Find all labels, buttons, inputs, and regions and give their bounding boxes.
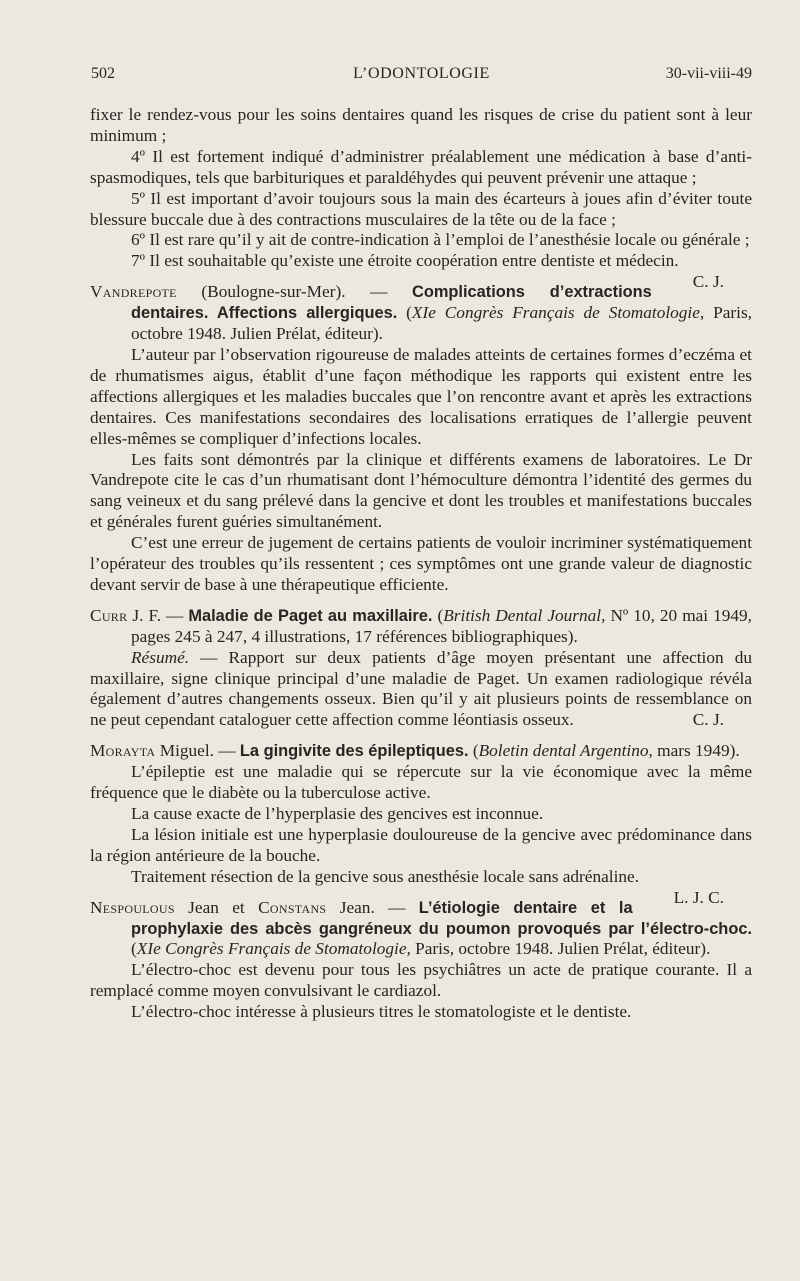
signature-initials: C. J.	[692, 272, 724, 292]
summary-label: Résumé.	[131, 647, 190, 667]
entry-source-details: Paris, octobre 1948. Julien Prélat, éditeur).	[410, 939, 711, 959]
entry-source-details: mars 1949).	[652, 741, 740, 761]
entry-source-details: Paris, octobre 1948. Julien Prélat, éditeur).	[131, 303, 752, 344]
entry-author: Morayta	[90, 741, 156, 761]
entry-source-title: XIe Congrès Français de Stomatologie,	[136, 939, 411, 959]
entry-affiliation: J. F. —	[127, 605, 189, 625]
bibliography-entry-curr	[90, 606, 752, 648]
entry-paragraph: L’électro-choc est devenu pour tous les psychiâtres un acte de pratique courante. Il a remplacé comme moyen convulsivant le cardiazol.	[90, 960, 752, 1001]
entry-author: Vandrepote	[90, 282, 177, 302]
entry-source-open: (	[468, 741, 479, 761]
signature-initials: C. J.	[692, 710, 724, 730]
entry-source-title: Boletin dental Argentino,	[478, 741, 653, 761]
numbered-point-4: 4º Il est fortement indiqué d’administrer préalablement une médication à base d’anti-spasmodiques, tels que barbituriques et paraldéhydes qui peuvent prévenir une attaque ;	[90, 146, 752, 187]
entry-affiliation: (Boulogne-sur-Mer). —	[176, 282, 412, 302]
entry-author: Nespoulous	[90, 897, 175, 917]
entry-source-details: Nº 10, 20 mai 1949, pages 245 à 247, 4 illustrations, 17 références bibliographiques).	[131, 605, 752, 646]
entry-author: Curr	[90, 605, 128, 625]
entry-paragraph-text: Traitement résection de la gencive sous anesthésie locale sans adrénaline.	[131, 866, 640, 886]
journal-title: L’ODONTOLOGIE	[353, 65, 490, 82]
entry-article-title: La gingivite des épileptiques.	[239, 742, 469, 761]
signature-initials: L. J. C.	[673, 887, 724, 907]
entry-source-open: (	[397, 303, 412, 323]
page-number: 502	[91, 65, 115, 82]
entry-article-title: L’étiologie dentaire et la prophylaxie des abcès gangréneux du poumon provoqués par l’électro-choc.	[131, 898, 752, 938]
entry-author-2: Constans	[258, 897, 327, 917]
entry-article-title: Complications d’extractions dentaires. Affections allergiques.	[131, 283, 652, 323]
entry-paragraph: La lésion initiale est une hyperplasie douloureuse de la gencive avec prédominance dans la région antérieure de la bouche.	[90, 824, 752, 865]
entry-affiliation-2: Jean. —	[326, 897, 419, 917]
entry-source-title: XIe Congrès Français de Stomatologie,	[411, 303, 705, 323]
entry-paragraph: L’auteur par l’observation rigoureuse de malades atteints de certaines formes d’eczéma et de rhumatismes aigus, établit d’une façon méthodique les rapports qui existent entre les affections allergiques et les maladies buccales que l’on rencontre avant et après les extractions dentaires. Ces manifestations secondaires des localisations erratiques de l’allergie peuvent elles-mêmes se compliquer d’infections locales.	[90, 344, 752, 448]
entry-paragraph: C’est une erreur de jugement de certains patients de vouloir incriminer systématiquement l’opérateur des troubles qu’ils ressentent ; ces symptômes ont une grande valeur de diagnostic devant servir de base à une thérapeutique efficiente.	[90, 533, 752, 594]
numbered-point-7-text: 7º Il est souhaitable qu’existe une étroite coopération entre dentiste et médecin.	[131, 251, 679, 271]
issue-date: 30-vii-viii-49	[665, 65, 752, 82]
summary-text: — Rapport sur deux patients d’âge moyen présentant une affection du maxillaire, signe clinique principal d’une maladie de Paget. Un examen radiologique révéla également d’autres changements osseux. Bien qu’il y ait plusieurs points de ressemblance on ne peut cependant cataloguer cette affection comme léontiasis osseux.	[90, 647, 752, 730]
entry-article-title: Maladie de Paget au maxillaire.	[188, 606, 433, 625]
entry-paragraph: Les faits sont démontrés par la clinique et différents examens de laboratoires. Le Dr Vandrepote cite le cas d’un rhumatisant dont l’hémoculture démontra l’identité des germes du sang veineux et du sang prélevé dans la gencive et dont les troubles et manifestations buccales et générales furent guéries simultanément.	[90, 449, 752, 532]
entry-source-open: (	[131, 939, 137, 959]
page-body	[90, 105, 752, 1023]
bibliography-entry-morayta	[90, 741, 752, 762]
entry-source-title: British Dental Journal,	[443, 605, 606, 625]
entry-affiliation: Jean et	[174, 897, 259, 917]
continued-paragraph: fixer le rendez-vous pour les soins dentaires quand les risques de crise du patient sont à leur minimum ;	[90, 105, 752, 145]
entry-paragraph: La cause exacte de l’hyperplasie des gencives est inconnue.	[131, 804, 544, 823]
entry-paragraph: L’électro-choc intéresse à plusieurs titres le stomatologiste et le dentiste.	[131, 1002, 632, 1022]
numbered-point-6: 6º Il est rare qu’il y ait de contre-indication à l’emploi de l’anesthésie locale ou générale ;	[131, 230, 750, 250]
entry-paragraph: L’épileptie est une maladie qui se répercute sur la vie économique avec la même fréquence que le diabète ou la tuberculose active.	[90, 762, 752, 803]
entry-source-open: (	[432, 605, 444, 625]
entry-affiliation: Miguel. —	[155, 741, 240, 761]
entry-summary	[90, 648, 752, 732]
running-header	[91, 64, 752, 86]
numbered-point-5: 5º Il est important d’avoir toujours sous la main des écarteurs à joues afin d’éviter toute blessure buccale due à des contractions musculaires de la tête ou de la face ;	[90, 188, 752, 229]
